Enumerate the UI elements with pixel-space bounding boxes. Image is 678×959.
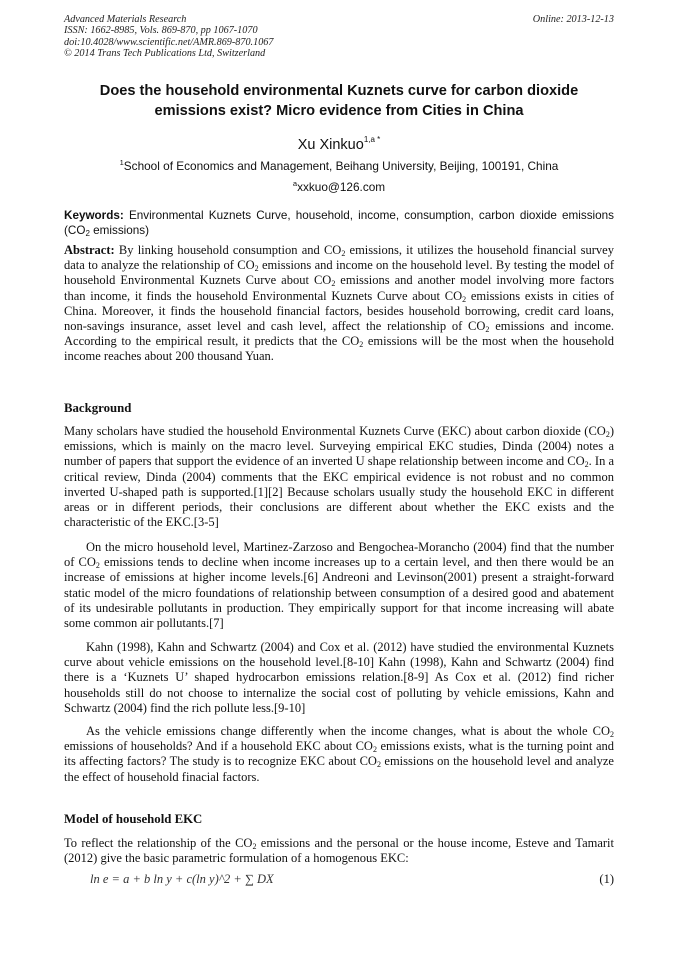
subscript: 2 — [331, 279, 336, 289]
subscript: 2 — [462, 294, 467, 304]
title-line-1: Does the household environmental Kuznets curve for carbon dioxide — [99, 83, 579, 99]
paragraph-text: emissions tends to decline when income increases up to a certain level, and then there would be an increase of emissions at higher income levels.[6] Andreoni and Levinson(2001) present a straight-forward static model of the micro foundations of relationship between consumption of a desired good and abatement of its undesirable pollutants in production. They empirically support for that income increasing will abate some common air pollutants.[7] — [64, 555, 614, 631]
abstract-text: emissions will be the most when the household income reaches about 200 thousand Yuan. — [64, 334, 614, 364]
keywords-text: Environmental Kuznets Curve, household, income, consumption, carbon dioxide emissions (CO — [64, 209, 614, 237]
journal-name: Advanced Materials Research — [64, 14, 187, 25]
subscript: 2 — [376, 760, 381, 770]
subscript: 2 — [485, 325, 490, 335]
subscript: 2 — [610, 730, 614, 739]
equation-1 — [90, 872, 614, 887]
online-date: Online: 2013-12-13 — [532, 14, 614, 25]
paragraph-text: emissions of households? And if a household EKC about CO — [64, 739, 373, 754]
keywords-text-end: emissions) — [89, 224, 149, 237]
paragraph-text: As the vehicle emissions change differently when the income changes, what is about the whole CO — [86, 724, 610, 738]
subscript: 2 — [252, 842, 257, 851]
journal-header — [64, 14, 614, 60]
email-mark: a — [292, 179, 298, 188]
journal-issn: ISSN: 1662-8985, Vols. 869-870, pp 1067-1070 — [64, 25, 258, 37]
abstract-text: By linking household consumption and CO — [114, 243, 342, 257]
subscript: 2 — [341, 249, 346, 258]
title-line-2: emissions exist? Micro evidence from Cities in China — [154, 102, 524, 119]
keywords-label: Keywords: — [64, 209, 124, 222]
paper-title — [64, 82, 614, 121]
background-paragraph-3: Kahn (1998), Kahn and Schwartz (2004) and Cox et al. (2012) have studied the environmental Kuznets curve about vehicle emissions on the household level.[8-10] Kahn (1998), Kahn and Schwartz (2004) find there is a ‘Kuznets U’ shaped hydrocarbon emissions relation.[8-9] As Cox et al. (2012) find richer households still do not choose to internalize the social cost of polluting by vehicle emissions, Kahn and Schwartz (2004) find the rich pollute less.[9-10] — [64, 640, 614, 715]
abstract-text: emissions exists in cities of China. Moreover, it finds the household financial factors, besides household borrowing, credit card loans, non-savings insurance, asset level and cash level, affect the relationship of CO — [64, 288, 614, 334]
section-heading-background: Background — [64, 401, 132, 415]
background-paragraph-2 — [64, 540, 614, 631]
paragraph-text: To reflect the relationship of the CO — [64, 836, 253, 850]
subscript: 2 — [605, 430, 610, 439]
author-email — [64, 179, 614, 194]
paragraph-text: Many scholars have studied the household Environmental Kuznets Curve (EKC) about carbon dioxide (CO — [64, 424, 606, 438]
abstract — [64, 243, 614, 365]
subscript: 2 — [95, 561, 100, 571]
equation-text: ln e = a + b ln y + c(ln y)^2 + ∑ DX — [90, 872, 274, 886]
abstract-text: emissions and another model involving more factors than income, it finds the household Environmental Kuznets Curve about CO — [64, 273, 614, 303]
model-paragraph-1 — [64, 836, 614, 866]
journal-copyright: © 2014 Trans Tech Publications Ltd, Switzerland — [64, 48, 266, 60]
paragraph-text: . In a critical review, Dinda (2004) comments that the EKC empirical evidence is not robust and no common inverted U-shaped path is supported.[1][2] Because scholars usually study the household EKC in different areas or in different periods, their conclusions are different about whether the EKC exists and the characteristic of the EKC.[3-5] — [64, 454, 615, 530]
paragraph-text: On the micro household level, Martinez-Zarzoso and Bengochea-Morancho (2004) find that the number of CO — [64, 540, 614, 570]
subscript: 2 — [372, 745, 377, 755]
background-paragraph-1 — [64, 424, 614, 530]
subscript: 2 — [254, 264, 259, 274]
affiliation — [64, 158, 614, 173]
abstract-label: Abstract: — [64, 243, 115, 257]
author-line — [64, 135, 614, 153]
author-marks: 1,a * — [363, 135, 381, 144]
journal-doi: doi:10.4028/www.scientific.net/AMR.869-870.1067 — [64, 36, 274, 48]
paragraph-text: ) emissions, which is mainly on the macro level. Surveying empirical EKC studies, Dinda (2004) notes a number of papers that support the evidence of an inverted U shape relationship between income and CO — [64, 424, 614, 469]
section-heading-model: Model of household EKC — [64, 812, 203, 826]
equation-number: (1) — [599, 872, 614, 886]
paragraph-text: emissions and the personal or the house income, Esteve and Tamarit (2012) give the basic parametric formulation of a homogenous EKC: — [64, 836, 614, 866]
affiliation-text: School of Economics and Management, Beihang University, Beijing, 100191, China — [123, 159, 559, 173]
abstract-text: emissions and income on the household level. By testing the model of household Environmental Kuznets Curve about CO — [64, 258, 614, 288]
affiliation-mark: 1 — [119, 158, 124, 167]
subscript: 2 — [85, 229, 90, 238]
subscript: 2 — [359, 340, 364, 350]
subscript: 2 — [584, 460, 589, 470]
background-paragraph-4 — [64, 724, 614, 785]
abstract-text: emissions, it utilizes the household financial survey data to analyze the relationship of CO — [64, 243, 614, 273]
paragraph-text: emissions exists, what is the turning point and its affecting factors? The study is to recognize EKC about CO — [64, 739, 614, 769]
email-text: xxkuo@126.com — [297, 180, 386, 194]
author-name: Xu Xinkuo — [297, 137, 364, 153]
abstract-text: emissions and income. According to the empirical result, it predicts that the CO — [64, 319, 614, 349]
paragraph-text: emissions on the household level and analyze the effect of household finacial factors. — [64, 754, 614, 784]
keywords — [64, 208, 614, 238]
